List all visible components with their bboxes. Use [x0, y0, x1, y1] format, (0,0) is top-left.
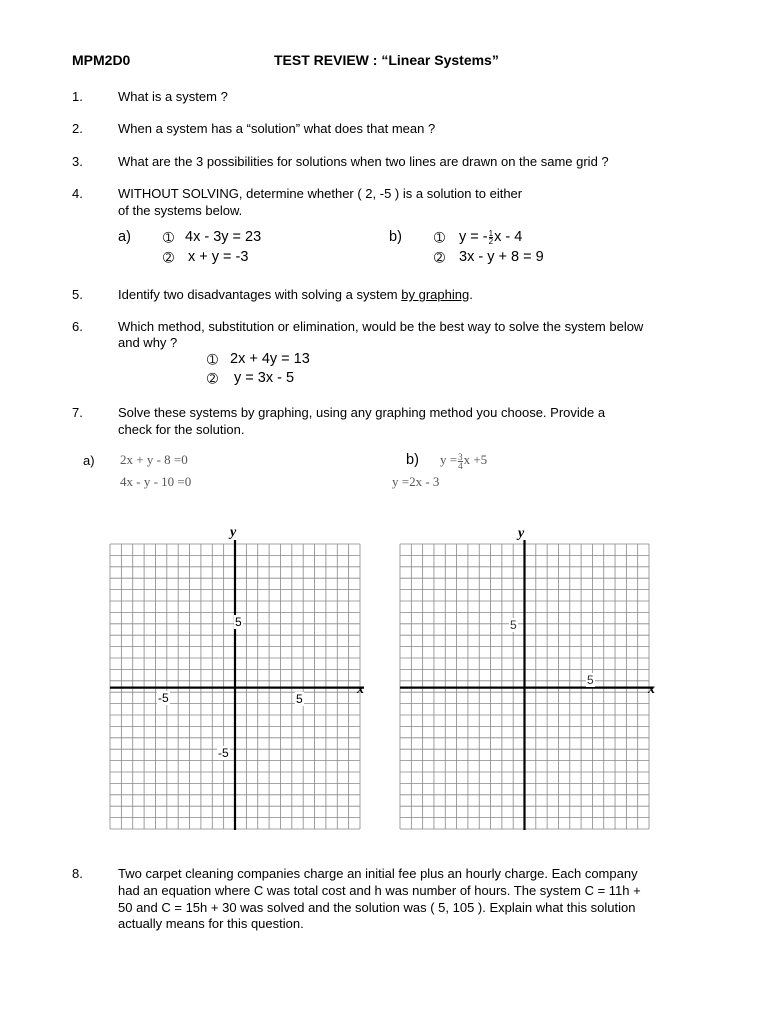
question-8-line4: actually means for this question.	[118, 916, 304, 931]
question-7-line2: check for the solution.	[118, 422, 245, 437]
course-code: MPM2D0	[72, 52, 131, 68]
graph-b-y-axis-label: y	[518, 526, 525, 541]
q4b-equation-1	[459, 229, 522, 245]
graph-a-y-tick-5: 5	[235, 615, 242, 629]
graph-a-x-axis-label: x	[357, 682, 364, 697]
q7b-equation-2: y =2x - 3	[392, 474, 440, 489]
q7b-equation-1: y = $\frac{3}{4}$ x +5	[440, 451, 488, 471]
underlined-phrase: by graphing	[401, 287, 470, 302]
question-number: 7.	[72, 405, 83, 420]
equation-marker-1: ➀	[163, 230, 174, 245]
fraction: $\frac{1}{2}$	[488, 228, 494, 246]
fraction: $\frac{3}{4}$	[458, 451, 463, 471]
q6-equation-2: y = 3x - 5	[234, 370, 295, 386]
question-4-line1: WITHOUT SOLVING, determine whether ( 2, -5 ) is a solution to either	[118, 186, 523, 201]
question-3-text: What are the 3 possibilities for solutions when two lines are drawn on the same grid ?	[118, 154, 609, 169]
q7a-equation-2: 4x - y - 10 =0	[120, 474, 192, 489]
graph-b-x-axis-label: x	[648, 682, 655, 697]
part-b-label: b)	[406, 452, 419, 468]
q4b-eq1-right: x - 4	[494, 229, 523, 245]
q7a-equation-1: 2x + y - 8 =0	[120, 452, 188, 467]
part-a-label: a)	[83, 453, 95, 468]
graph-b-y-tick-5: 5	[510, 618, 517, 632]
question-8-line1: Two carpet cleaning companies charge an initial fee plus an hourly charge. Each company	[118, 866, 638, 881]
question-number: 8.	[72, 866, 83, 881]
q4b-eq1-left: y = -	[459, 229, 488, 245]
question-number: 6.	[72, 319, 83, 334]
question-2-text: When a system has a “solution” what does that mean ?	[118, 121, 436, 136]
question-number: 4.	[72, 186, 83, 201]
graph-b-grid	[400, 544, 649, 829]
graph-a-y-tick-neg-5: -5	[218, 746, 229, 760]
question-8-line3: 50 and C = 15h + 30 was solved and the solution was ( 5, 105 ). Explain what this solution	[118, 900, 636, 915]
page-title: TEST REVIEW : “Linear Systems”	[274, 52, 499, 68]
question-number: 2.	[72, 121, 83, 136]
question-1-text: What is a system ?	[118, 89, 228, 104]
graph-a-y-axis-label: y	[230, 525, 237, 540]
equation-marker-2: ➁	[163, 250, 174, 265]
q4b-equation-2: 3x - y + 8 = 9	[459, 249, 544, 265]
graph-a-x-tick-neg-5: -5	[158, 691, 169, 705]
q6-equation-1: 2x + 4y = 13	[230, 351, 310, 367]
question-7-line1: Solve these systems by graphing, using any graphing method you choose. Provide a	[118, 405, 606, 420]
equation-marker-1: ➀	[434, 230, 445, 245]
equation-marker-1: ➀	[207, 352, 218, 367]
q4a-equation-1: 4x - 3y = 23	[185, 229, 262, 245]
q4a-equation-2: x + y = -3	[188, 249, 249, 265]
question-6-line2: and why ?	[118, 335, 178, 350]
question-6-line1: Which method, substitution or elimination, would be the best way to solve the system below	[118, 319, 644, 334]
equation-marker-2: ➁	[434, 250, 445, 265]
question-number: 1.	[72, 89, 83, 104]
equation-marker-2: ➁	[207, 371, 218, 386]
part-b-label: b)	[389, 229, 402, 245]
graph-b-x-tick-5: 5	[587, 673, 594, 687]
part-a-label: a)	[118, 229, 131, 245]
question-8-line2: had an equation where C was total cost and h was number of hours. The system C = 11h +	[118, 883, 641, 898]
question-4-line2: of the systems below.	[118, 203, 243, 218]
question-5-text: Identify two disadvantages with solving a system by graphing.	[118, 287, 473, 302]
graph-a-grid	[110, 544, 360, 829]
graph-a-x-tick-5: 5	[296, 692, 303, 706]
question-number: 3.	[72, 154, 83, 169]
question-number: 5.	[72, 287, 83, 302]
